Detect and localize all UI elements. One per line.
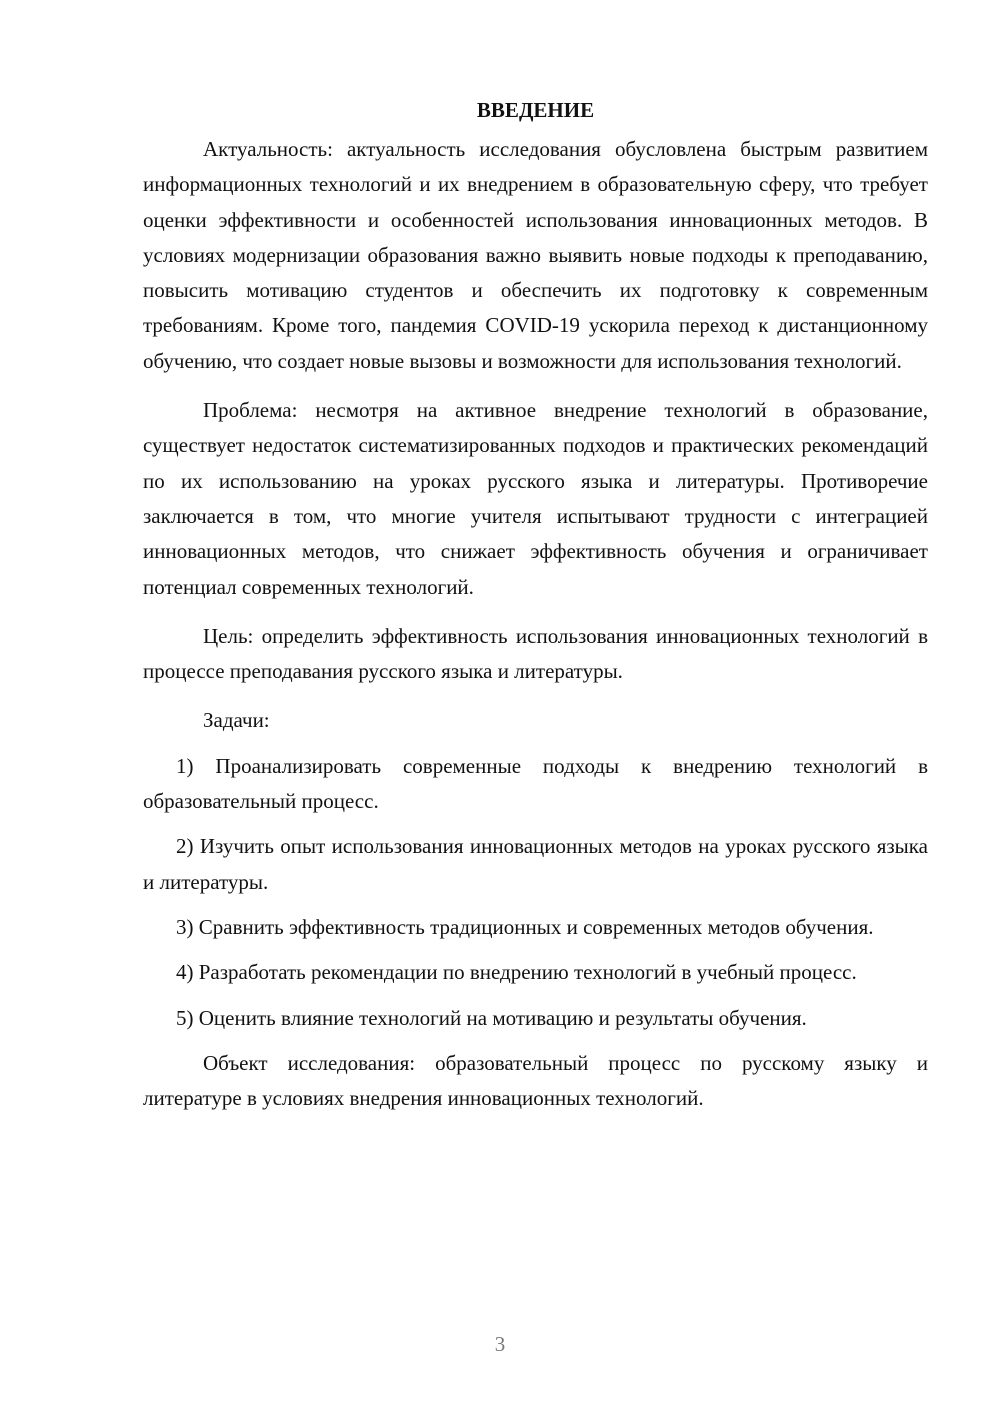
task-item: 4) Разработать рекомендации по внедрению технологий в учебный процесс. — [176, 960, 857, 985]
task-item: 1) Проанализировать современные подходы к внедрению технологий в образовательный процесс. — [143, 753, 928, 814]
task-item: 3) Сравнить эффективность традиционных и современных методов обучения. — [176, 914, 874, 939]
problem-paragraph: Проблема: несмотря на активное внедрение технологий в образование, существует недостаток систематизированных подходов и практических рекомендаций по их использованию на уроках русского языка и литературы. Противоречие заключается в том, что многие учителя испытывают трудности с интеграцией инновационных методов, что снижает эффективность обучения и ограничивает потенциал современных технологий. — [143, 398, 928, 599]
task-item: 2) Изучить опыт использования инновационных методов на уроках русского языка и литературы. — [143, 834, 928, 894]
object-paragraph: Объект исследования: образовательный процесс по русскому языку и литературе в условиях внедрения инновационных технологий. — [143, 1050, 928, 1111]
tasks-label: Задачи: — [203, 708, 270, 733]
document-page — [143, 92, 928, 1130]
relevance-paragraph: Актуальность: актуальность исследования обусловлена быстрым развитием информационных технологий и их внедрением в образовательную сферу, что требует оценки эффективности и особенностей использования инновационных методов. В условиях модернизации образования важно выявить новые подходы к преподаванию, повысить мотивацию студентов и обеспечить их подготовку к современным требованиям. Кроме того, пандемия COVID-19 ускорила переход к дистанционному обучению, что создает новые вызовы и возможности для использования технологий. — [143, 137, 928, 373]
page-number: 3 — [494, 1332, 506, 1356]
goal-paragraph: Цель: определить эффективность использования инновационных технологий в процессе преподавания русского языка и литературы. — [143, 623, 928, 684]
task-item: 5) Оценить влияние технологий на мотивацию и результаты обучения. — [176, 1005, 807, 1030]
section-heading: ВВЕДЕНИЕ — [476, 98, 595, 122]
